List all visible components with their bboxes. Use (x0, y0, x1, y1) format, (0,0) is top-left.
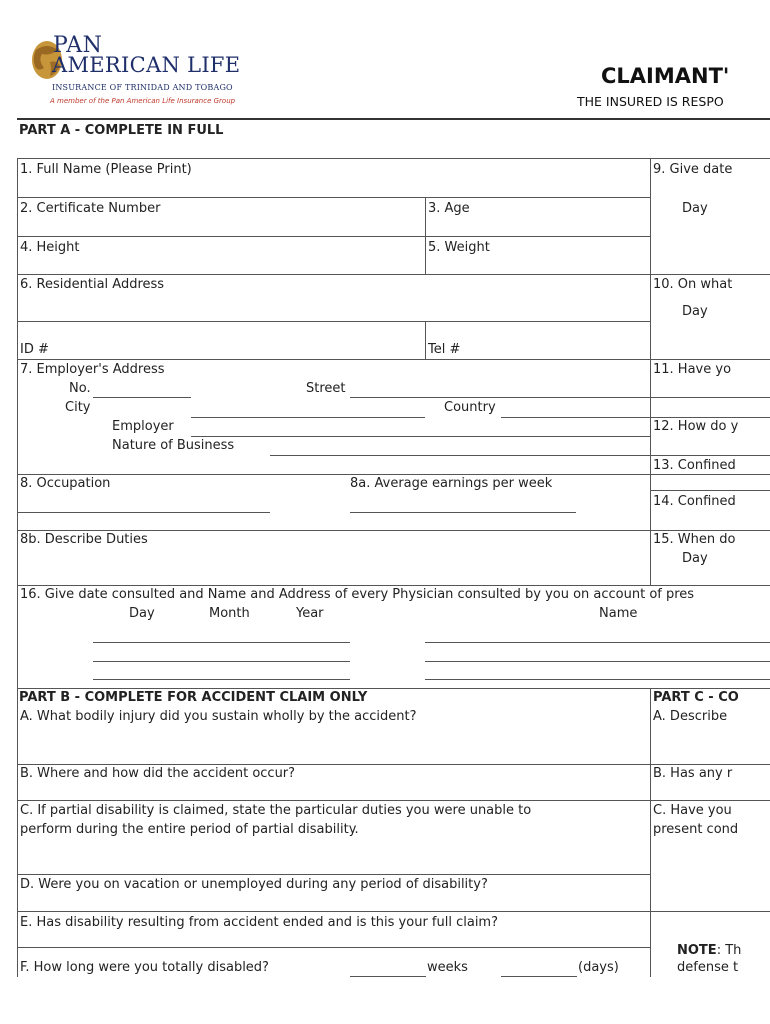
part-b-q-f: F. How long were you totally disabled? (20, 960, 269, 975)
employer-country-line (501, 417, 650, 418)
logo-tagline: A member of the Pan American Life Insurance Group (50, 97, 236, 105)
employer-no-line (93, 397, 191, 398)
earnings-line (350, 512, 576, 513)
part-b-q-a: A. What bodily injury did you sustain wholly by the accident? (20, 709, 417, 724)
q6-residential-address: 6. Residential Address (20, 277, 165, 292)
employer-name-label: Employer (112, 419, 174, 434)
q2-certificate-number: 2. Certificate Number (20, 201, 161, 216)
id-label: ID # (20, 342, 49, 357)
employer-city-line (191, 417, 425, 418)
q8-occupation: 8. Occupation (20, 476, 111, 491)
q8a-average-earnings: 8a. Average earnings per week (350, 476, 553, 491)
employer-name-line (191, 436, 650, 437)
q15-day-label: Day (682, 551, 708, 566)
part-b-q-c-line2: perform during the entire period of partial disability. (20, 822, 359, 837)
q15-when-do: 15. When do (653, 532, 736, 547)
employer-street-label: Street (306, 381, 346, 396)
q8b-describe-duties: 8b. Describe Duties (20, 532, 148, 547)
part-c-q-c-line1: C. Have you (653, 803, 732, 818)
q10-on-what: 10. On what (653, 277, 733, 292)
tel-label: Tel # (428, 342, 461, 357)
days-label: (days) (578, 960, 619, 975)
part-b-q-e: E. Has disability resulting from accident ended and is this your full claim? (20, 915, 498, 930)
logo-line2: AMERICAN LIFE (52, 53, 241, 77)
logo-line1: PAN (53, 33, 103, 58)
occupation-line (17, 512, 270, 513)
form-subtitle: THE INSURED IS RESPO (577, 94, 724, 109)
employer-city-label: City (65, 400, 91, 415)
q11-have-you: 11. Have yo (653, 362, 732, 377)
q16-name-label: Name (599, 606, 638, 621)
q10-day-label: Day (682, 304, 708, 319)
employer-country-label: Country (444, 400, 496, 415)
q5-weight: 5. Weight (428, 240, 490, 255)
logo-subtitle: INSURANCE OF TRINIDAD AND TOBAGO (52, 83, 233, 92)
weeks-label: weeks (427, 960, 468, 975)
part-c-q-c-line2: present cond (653, 822, 739, 837)
q16-month-label: Month (209, 606, 250, 621)
part-b-q-d: D. Were you on vacation or unemployed during any period of disability? (20, 877, 488, 892)
q9-day-label: Day (682, 201, 708, 216)
note-label: NOTE (677, 943, 717, 958)
weeks-line (350, 976, 426, 977)
form-title: CLAIMANT' (601, 64, 730, 88)
q13-confined: 13. Confined (653, 458, 736, 473)
q16-year-label: Year (296, 606, 324, 621)
q12-how-do-you: 12. How do y (653, 419, 739, 434)
q16-day-label: Day (129, 606, 155, 621)
part-c-note-line2: defense t (677, 960, 739, 975)
q3-age: 3. Age (428, 201, 470, 216)
q7-employer-address: 7. Employer's Address (20, 362, 165, 377)
employer-street-line (350, 397, 650, 398)
part-a-heading: PART A - COMPLETE IN FULL (19, 123, 224, 138)
part-c-q-a: A. Describe (653, 709, 728, 724)
part-c-heading: PART C - CO (653, 690, 739, 705)
header-rule (17, 118, 770, 120)
nature-of-business-line (270, 455, 650, 456)
nature-of-business-label: Nature of Business (112, 438, 235, 453)
days-line (501, 976, 577, 977)
q9-give-date: 9. Give date (653, 162, 733, 177)
part-c-note (677, 943, 741, 958)
part-b-heading: PART B - COMPLETE FOR ACCIDENT CLAIM ONLY (19, 690, 368, 705)
q16-physicians-consulted: 16. Give date consulted and Name and Address of every Physician consulted by you on account of pres (20, 587, 695, 602)
q14-confined: 14. Confined (653, 494, 736, 509)
part-b-q-b: B. Where and how did the accident occur? (20, 766, 296, 781)
part-b-q-c-line1: C. If partial disability is claimed, state the particular duties you were unable to (20, 803, 532, 818)
part-c-q-b: B. Has any r (653, 766, 733, 781)
note-text: : Th (716, 943, 742, 958)
q4-height: 4. Height (20, 240, 80, 255)
q1-full-name: 1. Full Name (Please Print) (20, 162, 192, 177)
employer-no-label: No. (69, 381, 91, 396)
